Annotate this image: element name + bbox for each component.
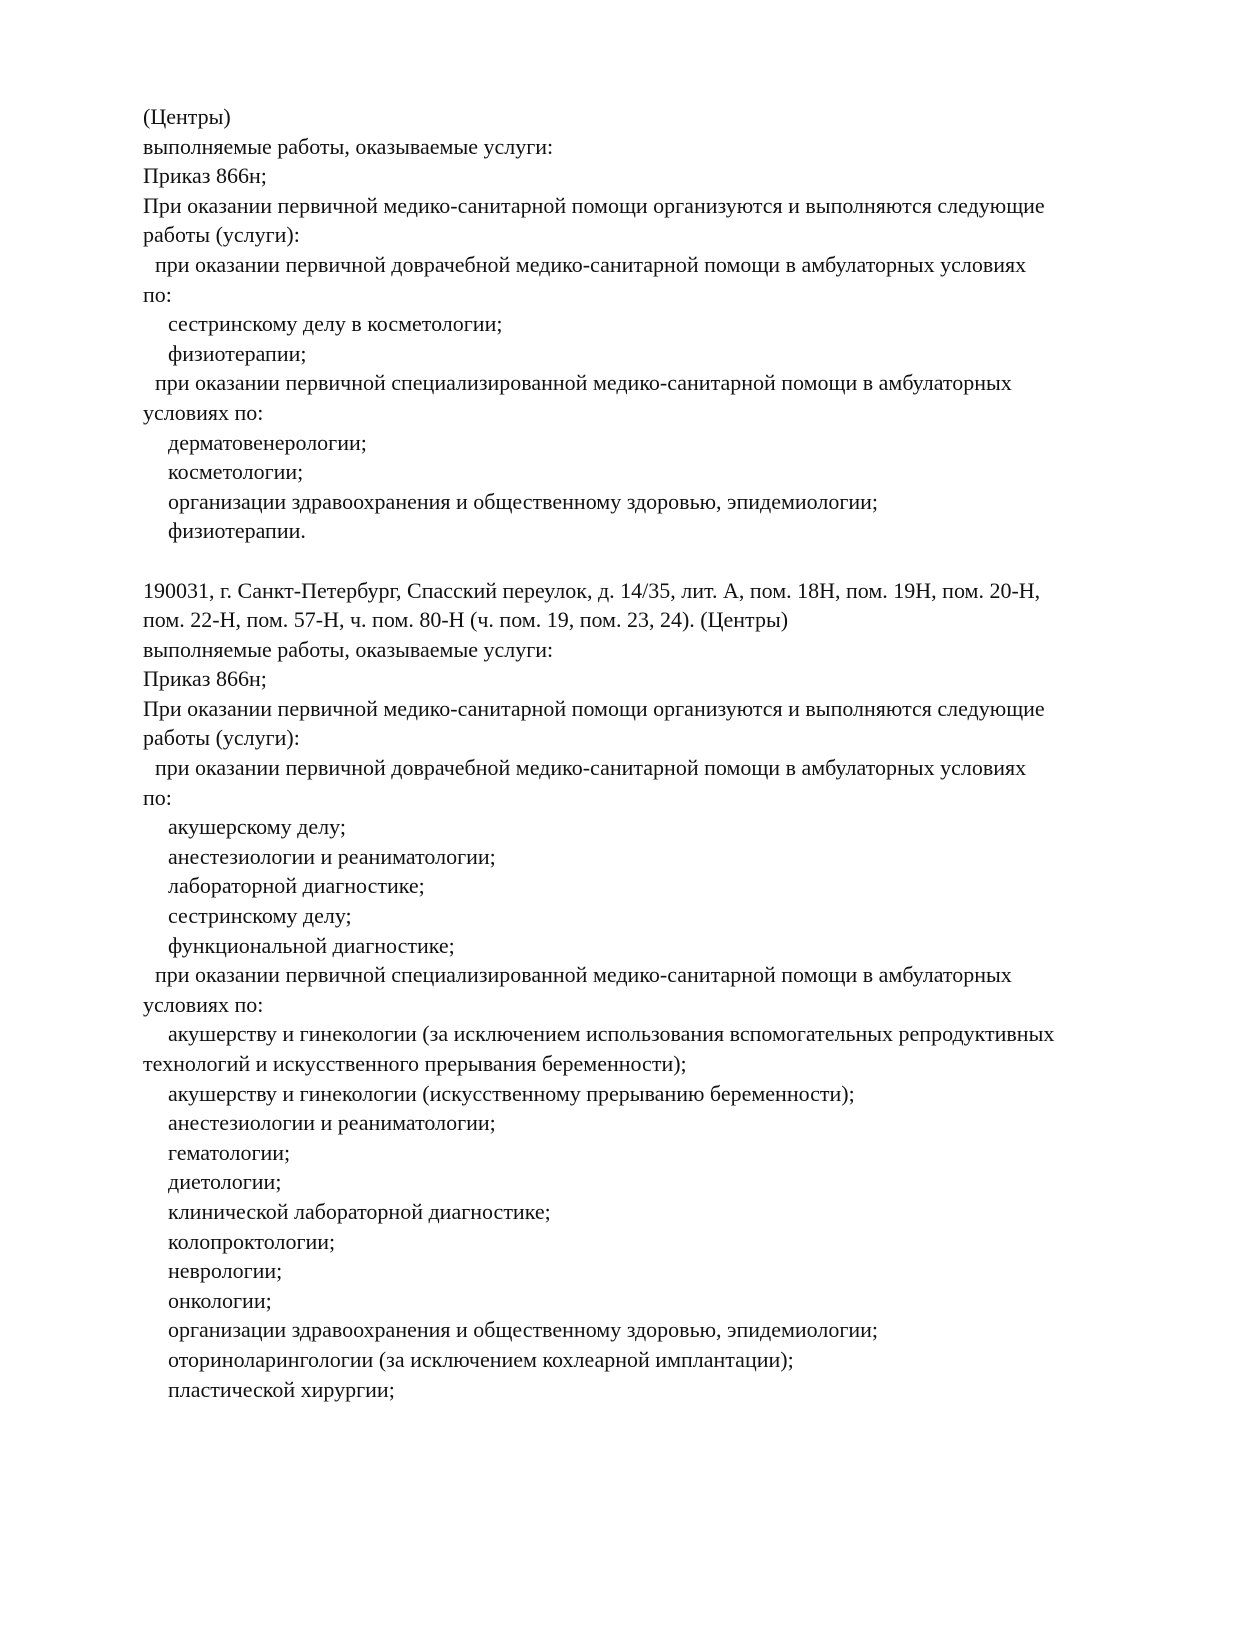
list-item: акушерству и гинекологии (за исключением использования вспомогательных репродуктивных [168, 1021, 1055, 1047]
list-item: сестринскому делу; [168, 903, 352, 929]
list-item: колопроктологии; [168, 1228, 336, 1254]
list-item: анестезиологии и реаниматологии; [168, 843, 496, 869]
specialized-heading: условиях по: [143, 399, 264, 425]
premedical-heading: по: [143, 784, 172, 810]
premedical-heading: при оказании первичной доврачебной медико-санитарной помощи в амбулаторных условиях [155, 251, 1027, 277]
license-block-1 [143, 102, 1153, 546]
premedical-heading: по: [143, 281, 172, 307]
intro-text: работы (услуги): [143, 222, 300, 248]
list-item: диетологии; [168, 1169, 282, 1195]
intro-text: При оказании первичной медико-санитарной помощи организуются и выполняются следующие [143, 192, 1045, 218]
list-item: гематологии; [168, 1139, 291, 1165]
list-item-continuation: технологий и искусственного прерывания беременности); [143, 1051, 687, 1076]
order-reference: Приказ 866н; [143, 666, 267, 692]
specialized-heading: условиях по: [143, 991, 264, 1017]
list-item: лабораторной диагностике; [168, 873, 425, 899]
list-item: физиотерапии. [168, 518, 306, 544]
works-label: выполняемые работы, оказываемые услуги: [143, 636, 554, 662]
list-item: анестезиологии и реаниматологии; [168, 1110, 496, 1136]
list-item: сестринскому делу в косметологии; [168, 311, 503, 337]
document-page [143, 102, 1153, 1404]
address: пом. 22-Н, пом. 57-Н, ч. пом. 80-Н (ч. пом. 19, пом. 23, 24). (Центры) [143, 607, 789, 633]
order-reference: Приказ 866н; [143, 163, 267, 189]
list-item: клинической лабораторной диагностике; [168, 1198, 551, 1224]
list-item: пластической хирургии; [168, 1376, 395, 1402]
list-item: организации здравоохранения и общественному здоровью, эпидемиологии; [168, 488, 879, 514]
premedical-heading: при оказании первичной доврачебной медико-санитарной помощи в амбулаторных условиях [155, 755, 1027, 781]
works-label: выполняемые работы, оказываемые услуги: [143, 133, 554, 159]
list-item: косметологии; [168, 459, 304, 485]
list-item: дерматовенерологии; [168, 429, 367, 455]
address: 190031, г. Санкт-Петербург, Спасский переулок, д. 14/35, лит. А, пом. 18Н, пом. 19Н, пом. 20-Н, [143, 577, 1041, 603]
intro-text: работы (услуги): [143, 725, 300, 751]
block-header: (Центры) [143, 104, 231, 129]
license-block-2 [143, 576, 1153, 1405]
specialized-heading: при оказании первичной специализированной медико-санитарной помощи в амбулаторных [155, 962, 1012, 988]
list-item: акушерскому делу; [168, 814, 346, 840]
list-item: физиотерапии; [168, 340, 307, 366]
list-item: функциональной диагностике; [168, 932, 455, 958]
list-item: оториноларингологии (за исключением кохлеарной имплантации); [168, 1346, 794, 1372]
intro-text: При оказании первичной медико-санитарной помощи организуются и выполняются следующие [143, 695, 1045, 721]
list-item: акушерству и гинекологии (искусственному прерыванию беременности); [168, 1080, 855, 1106]
list-item: неврологии; [168, 1258, 283, 1284]
specialized-heading: при оказании первичной специализированной медико-санитарной помощи в амбулаторных [155, 370, 1012, 396]
section-spacer [143, 546, 1153, 576]
list-item: онкологии; [168, 1287, 272, 1313]
list-item: организации здравоохранения и общественному здоровью, эпидемиологии; [168, 1317, 879, 1343]
